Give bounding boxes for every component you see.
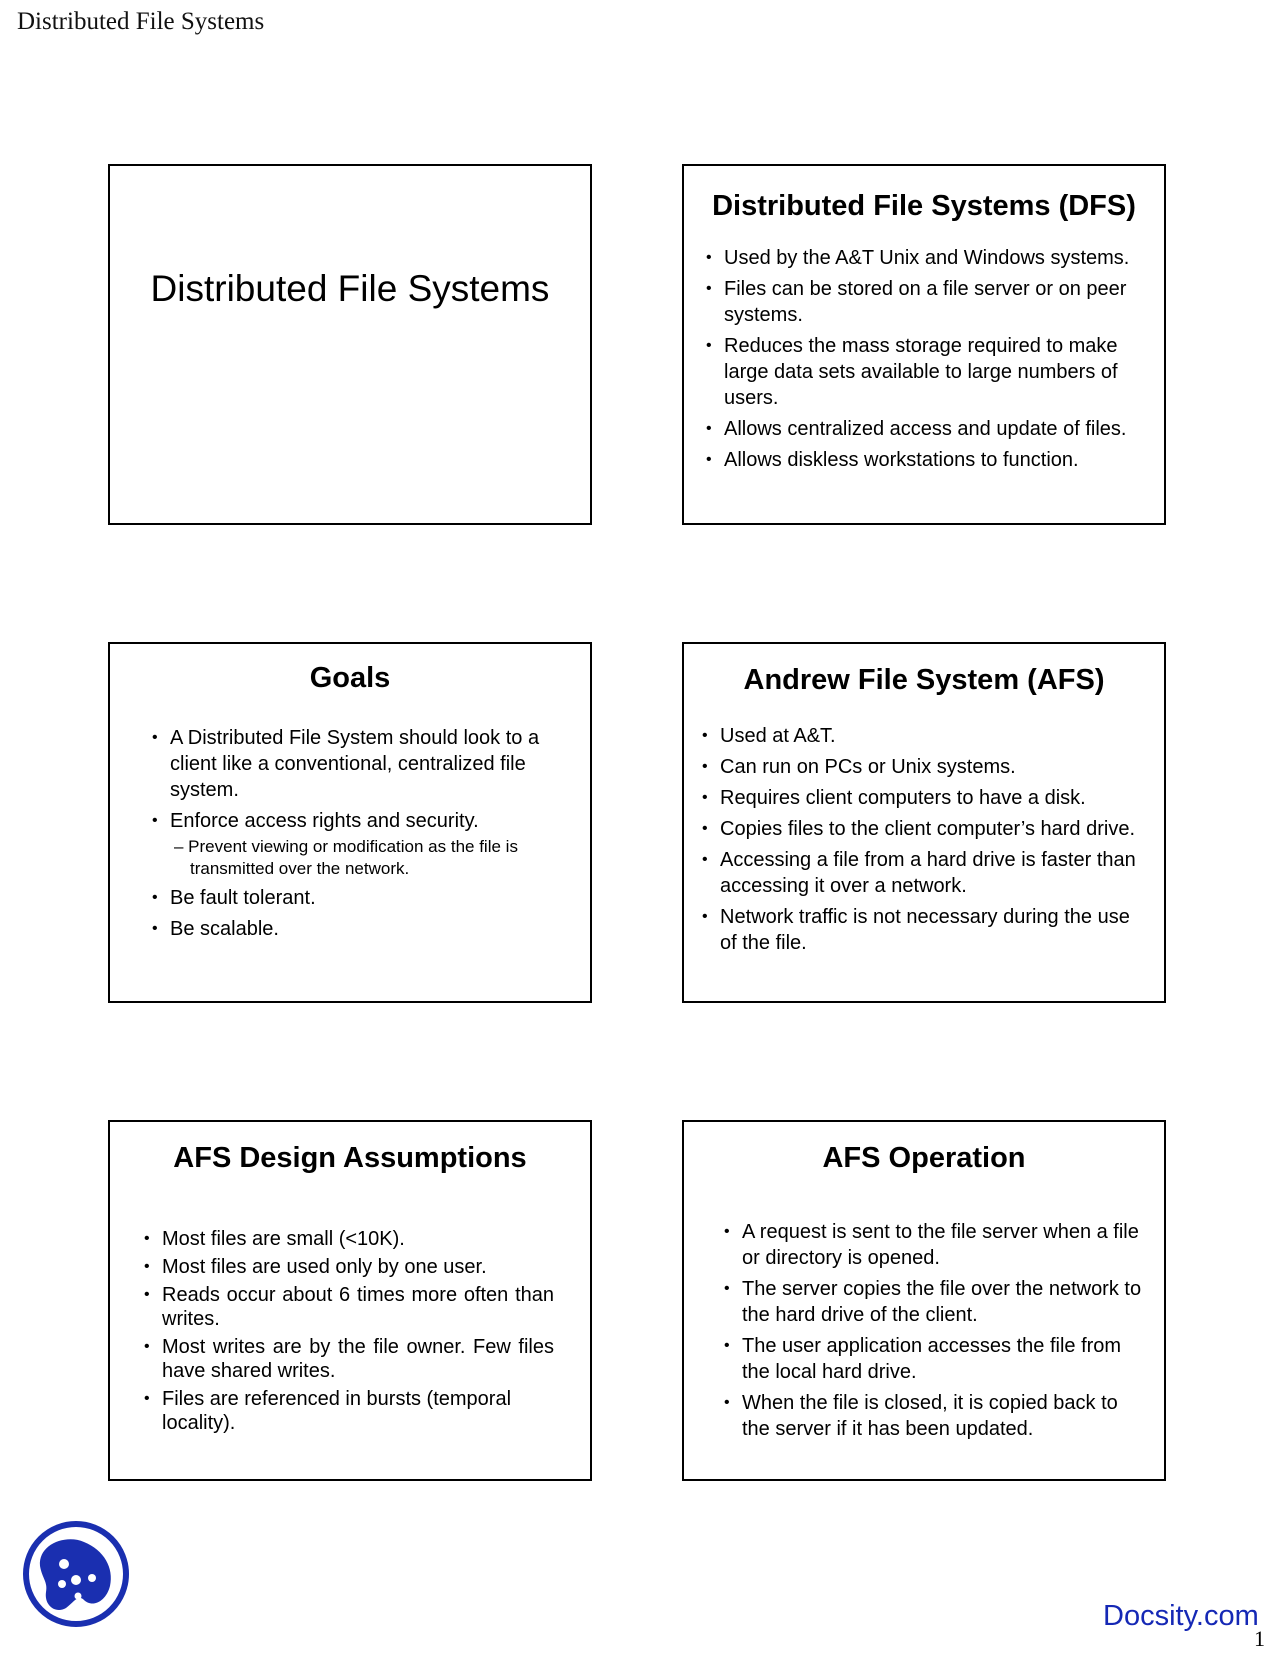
slide-3-title: Goals [309, 662, 391, 694]
slide-4 [682, 642, 1166, 1003]
bullet-item: • Allows diskless workstations to function. [706, 447, 1136, 473]
sub-bullet-item: – Prevent viewing or modification as the file is transmitted over the network. [174, 837, 518, 878]
bullet-item: • A Distributed File System should look to a client like a conventional, centralized file system. [152, 725, 562, 803]
bullet-item [152, 808, 562, 880]
bullet-item: • Files can be stored on a file server or on peer systems. [706, 276, 1136, 328]
docsity-logo-icon [22, 1520, 130, 1628]
bullet-item: • Most files are used only by one user. [144, 1255, 554, 1279]
docsity-brand-link[interactable]: Docsity.com [1103, 1600, 1259, 1632]
slide-6-title: AFS Operation [822, 1142, 1026, 1174]
bullet-item: • The server copies the file over the network to the hard drive of the client. [724, 1276, 1144, 1328]
slide-5-bullet-list [144, 1227, 554, 1435]
bullet-item: • Can run on PCs or Unix systems. [702, 754, 1142, 780]
bullet-item: • Most writes are by the file owner. Few files have shared writes. [144, 1335, 554, 1383]
bullet-item: • Allows centralized access and update of files. [706, 416, 1136, 442]
slide-2-bullet-list [706, 245, 1136, 473]
slide-1 [108, 164, 592, 525]
bullet-item: • Reads occur about 6 times more often than writes. [144, 1283, 554, 1331]
slide-1-title: Distributed File Systems [150, 268, 550, 309]
bullet-item: • Copies files to the client computer’s hard drive. [702, 816, 1142, 842]
slide-5-title: AFS Design Assumptions [173, 1142, 527, 1174]
bullet-item: • Requires client computers to have a disk. [702, 785, 1142, 811]
bullet-item: • Reduces the mass storage required to make large data sets available to large numbers of users. [706, 333, 1136, 411]
bullet-item: • Accessing a file from a hard drive is faster than accessing it over a network. [702, 847, 1142, 899]
slide-2 [682, 164, 1166, 525]
page-number: 1 [1254, 1626, 1265, 1651]
slide-4-bullet-list [702, 723, 1142, 956]
slide-6-bullet-list [724, 1219, 1144, 1442]
slide-4-title: Andrew File System (AFS) [743, 664, 1105, 696]
bullet-item: • Files are referenced in bursts (temporal locality). [144, 1387, 554, 1435]
bullet-item: • When the file is closed, it is copied back to the server if it has been updated. [724, 1390, 1144, 1442]
bullet-item: • A request is sent to the file server when a file or directory is opened. [724, 1219, 1144, 1271]
page-header-title: Distributed File Systems [17, 8, 265, 35]
bullet-item: • Most files are small (<10K). [144, 1227, 554, 1251]
slide-2-title: Distributed File Systems (DFS) [712, 190, 1136, 222]
bullet-item: • Used at A&T. [702, 723, 1142, 749]
bullet-item: • Network traffic is not necessary during the use of the file. [702, 904, 1142, 956]
slide-6 [682, 1120, 1166, 1481]
sub-bullet-list [170, 836, 562, 880]
bullet-item: • The user application accesses the file from the local hard drive. [724, 1333, 1144, 1385]
bullet-item: • Used by the A&T Unix and Windows systems. [706, 245, 1136, 271]
slide-3-bullet-list [152, 725, 562, 942]
bullet-item: • Be scalable. [152, 916, 562, 942]
slide-5 [108, 1120, 592, 1481]
bullet-item: • Be fault tolerant. [152, 885, 562, 911]
slide-3 [108, 642, 592, 1003]
bullet-item-text: Enforce access rights and security. [170, 810, 479, 832]
